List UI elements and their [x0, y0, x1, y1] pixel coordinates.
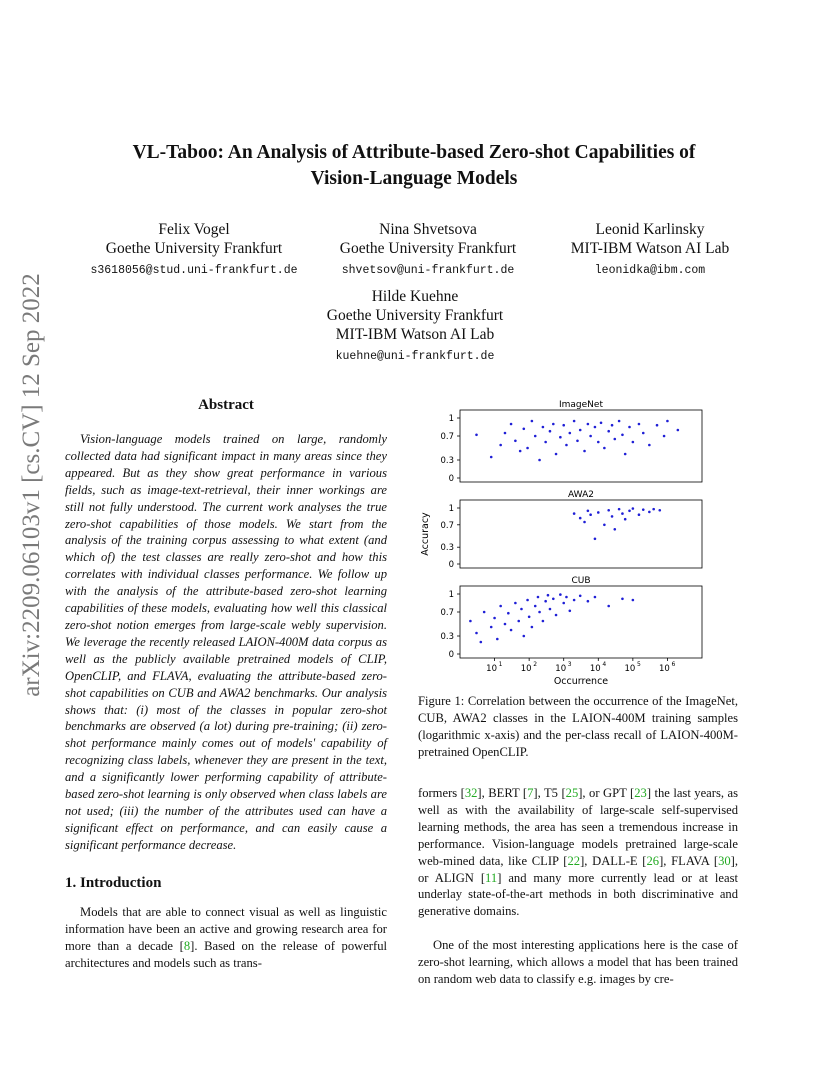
- citation-link[interactable]: 26: [646, 853, 660, 868]
- data-point: [514, 440, 517, 443]
- data-point: [587, 510, 590, 513]
- citation-link[interactable]: 32: [464, 786, 478, 800]
- data-point: [611, 515, 614, 518]
- y-tick-label: 0: [448, 560, 454, 570]
- data-point: [597, 511, 600, 514]
- panel-title: CUB: [571, 576, 591, 586]
- author-name: Felix Vogel: [158, 221, 230, 238]
- data-point: [628, 426, 631, 429]
- data-point: [573, 420, 576, 423]
- data-point: [534, 605, 537, 608]
- data-point: [499, 444, 502, 447]
- data-point: [607, 605, 610, 608]
- author-email: shvetsov@uni-frankfurt.de: [341, 264, 515, 277]
- figure-caption: Figure 1: Correlation between the occurrence of the ImageNet, CUB, AWA2 classes in the LAION-400M training samples (logarithmic x-axis) and the per-class recall of LAION-400M-pretrained OpenCLIP.: [418, 694, 738, 759]
- data-point: [594, 596, 597, 599]
- data-point: [576, 440, 579, 443]
- data-point: [493, 617, 496, 620]
- author-block-3: [540, 220, 760, 280]
- data-point: [565, 596, 568, 599]
- data-point: [589, 513, 592, 516]
- data-point: [555, 453, 558, 456]
- data-point: [480, 641, 483, 644]
- data-point: [483, 611, 486, 614]
- data-point: [607, 430, 610, 433]
- data-point: [583, 450, 586, 453]
- y-tick-label: 1: [448, 590, 454, 600]
- author-block-1: [84, 220, 304, 280]
- data-point: [648, 444, 651, 447]
- x-tick-label: 10: [659, 664, 670, 674]
- figure-1-chart: [412, 396, 712, 686]
- paragraph-text: ] and many more currently lead or at least underlay state-of-the-art methods in both discriminative and generative domains.: [418, 870, 738, 919]
- data-point: [613, 438, 616, 441]
- panel-title: AWA2: [568, 490, 594, 500]
- data-point: [583, 521, 586, 524]
- data-point: [573, 599, 576, 602]
- data-point: [603, 447, 606, 450]
- author-email: s3618056@stud.uni-frankfurt.de: [90, 264, 298, 277]
- right-column-paragraph-2: One of the most interesting applications here is the case of zero-shot learning, which allows a model that has been trained on random web data to classify e.g. images by cre-: [418, 938, 738, 986]
- x-tick-label: 10: [486, 664, 497, 674]
- data-point: [589, 435, 592, 438]
- data-point: [621, 598, 624, 601]
- y-tick-label: 0: [448, 650, 454, 660]
- data-point: [648, 511, 651, 514]
- data-point: [642, 508, 645, 511]
- author-name: Hilde Kuehne: [371, 288, 459, 305]
- data-point: [587, 423, 590, 426]
- paragraph-text: formers [: [418, 786, 465, 800]
- data-point: [526, 599, 529, 602]
- paragraph-text: ], T5 [: [533, 786, 566, 800]
- data-point: [555, 614, 558, 617]
- data-point: [475, 632, 478, 635]
- data-point: [549, 430, 552, 433]
- data-point: [565, 444, 568, 447]
- section-heading-introduction: 1. Introduction: [65, 875, 162, 891]
- data-point: [531, 420, 534, 423]
- paragraph-text: ], or ALIGN [: [418, 853, 738, 885]
- citation-link[interactable]: 22: [567, 853, 581, 868]
- data-point: [538, 459, 541, 462]
- data-point: [658, 509, 661, 512]
- x-tick-exponent: 5: [636, 661, 641, 668]
- data-point: [522, 635, 525, 638]
- x-tick-label: 10: [555, 664, 567, 674]
- data-point: [569, 610, 572, 613]
- author-name: Nina Shvetsova: [379, 221, 477, 238]
- data-point: [504, 623, 507, 626]
- data-point: [499, 605, 502, 608]
- data-point: [628, 510, 631, 513]
- intro-text-b: ]. Based on the release of powerful architectures and models such as trans-: [65, 938, 387, 970]
- data-point: [611, 424, 614, 427]
- data-point: [542, 426, 545, 429]
- author-affiliation-2: MIT-IBM Watson AI Lab: [335, 326, 495, 343]
- data-point: [542, 620, 545, 623]
- data-point: [552, 598, 555, 601]
- citation-link[interactable]: 30: [718, 853, 731, 868]
- data-point: [519, 450, 522, 453]
- data-point: [522, 428, 525, 431]
- author-email: leonidka@ibm.com: [594, 264, 706, 277]
- data-point: [579, 429, 582, 432]
- y-axis-label: Accuracy: [420, 512, 431, 556]
- data-point: [652, 508, 655, 511]
- data-point: [559, 593, 562, 596]
- data-point: [666, 420, 669, 423]
- abstract-text: Vision-language models trained on large, randomly collected data had significant impact in many areas since they appeared. But as they show great performance in various fields, such as image-text-retrieval, their inner workings are still not fully understood. The current work analyses the true zero-shot capabilities of those models. We start from the analysis of the training corpus assessing to what extent (and which of) the test classes are really zero-shot and how this correlates with individual classes performance. We follow up with the analysis of the attribute-based zero-shot learning capabilities of these models, evaluating how well this classical zero-shot notion emerges from large-scale webly supervision. We leverage the recently released LAION-400M data corpus as well as the publicly available pretrained models of CLIP, OpenCLIP, and FLAVA, evaluating the attribute-based zero-shot capabilities on CUB and AWA2 benchmarks. Our analysis shows that: (i) most of the classes in popular zero-shot benchmarks are observed (a lot) during pre-training; (ii) zero-shot performance mainly comes out of models' capability of recognizing class labels, whenever they are present in the text, and a significantly lower performing capability of attribute-based zero-shot learning is only observed when class labels are not used; (iii) the number of the attributes used can have a significant effect on performance, and can easily cause a significant performance decrease.: [65, 432, 387, 852]
- author-email: kuehne@uni-frankfurt.de: [335, 350, 495, 363]
- abstract-heading: Abstract: [198, 397, 254, 413]
- data-point: [618, 420, 621, 423]
- x-tick-exponent: 2: [533, 661, 538, 668]
- data-point: [677, 429, 680, 432]
- author-affiliation: Goethe University Frankfurt: [105, 240, 283, 257]
- data-point: [603, 524, 606, 527]
- y-tick-label: 0.7: [440, 520, 454, 531]
- y-tick-label: 1: [448, 414, 454, 424]
- data-point: [537, 596, 540, 599]
- paragraph-text: ], or GPT [: [578, 786, 635, 800]
- y-tick-label: 0: [448, 474, 454, 484]
- data-point: [573, 512, 576, 515]
- data-point: [656, 424, 659, 427]
- data-point: [638, 423, 641, 426]
- panel-frame: [460, 410, 702, 482]
- data-point: [507, 612, 510, 615]
- author-name: Leonid Karlinsky: [595, 221, 705, 238]
- x-tick-exponent: 3: [567, 661, 572, 668]
- data-point: [510, 629, 513, 632]
- x-axis-label: Occurrence: [553, 676, 609, 686]
- data-point: [552, 423, 555, 426]
- data-point: [538, 611, 541, 614]
- data-point: [549, 608, 552, 611]
- citation-link[interactable]: 11: [485, 870, 498, 885]
- data-point: [517, 620, 520, 623]
- data-point: [579, 517, 582, 520]
- data-point: [490, 626, 493, 629]
- right-column-paragraph-1: [418, 785, 738, 920]
- author-affiliation: Goethe University Frankfurt: [339, 240, 517, 257]
- x-tick-label: 10: [589, 664, 601, 674]
- data-point: [618, 508, 621, 511]
- data-point: [624, 453, 627, 456]
- data-point: [663, 435, 666, 438]
- data-point: [531, 626, 534, 629]
- data-point: [514, 602, 517, 605]
- arxiv-stamp-text: arXiv:2209.06103v1 [cs.CV] 12 Sep 2022: [18, 273, 45, 697]
- data-point: [562, 424, 565, 427]
- data-point: [569, 432, 572, 435]
- data-point: [510, 423, 513, 426]
- data-point: [520, 608, 523, 611]
- data-point: [490, 456, 493, 459]
- data-point: [504, 432, 507, 435]
- citation-link[interactable]: 23: [634, 786, 647, 800]
- data-point: [587, 600, 590, 603]
- data-point: [621, 512, 624, 515]
- data-point: [594, 426, 597, 429]
- data-point: [642, 432, 645, 435]
- panel-frame: [460, 500, 702, 568]
- paper-title: VL-Taboo: An Analysis of Attribute-based Zero-shot Capabilities of Vision-Language Models: [132, 142, 696, 189]
- intro-text-a: Models that are able to connect visual as well as linguistic information have been an active and growing research area for more than a decade [: [65, 905, 387, 953]
- y-tick-label: 0.7: [440, 432, 454, 442]
- y-tick-label: 0.3: [440, 543, 454, 554]
- data-point: [594, 538, 597, 541]
- citation-link[interactable]: 25: [565, 786, 579, 800]
- data-point: [544, 441, 547, 444]
- data-point: [526, 447, 529, 450]
- data-point: [613, 528, 616, 531]
- data-point: [632, 507, 635, 510]
- data-point: [547, 594, 550, 597]
- y-tick-label: 0.3: [440, 632, 454, 642]
- data-point: [534, 435, 537, 438]
- author-affiliation: Goethe University Frankfurt: [326, 307, 504, 324]
- data-point: [579, 595, 582, 598]
- data-point: [632, 441, 635, 444]
- data-point: [597, 441, 600, 444]
- paragraph-text: ] the last years, as well as with the availability of large-scale self-supervised learning methods, the area has seen a tremendous increase in performance. Vision-language models pretrained large-scale web-mined data, like CLIP [: [418, 786, 738, 868]
- citation-link[interactable]: 8: [183, 938, 191, 953]
- author-block-4: [290, 287, 540, 366]
- x-tick-exponent: 4: [602, 661, 607, 668]
- data-point: [528, 616, 531, 619]
- intro-paragraph: [65, 904, 387, 972]
- x-tick-exponent: 6: [671, 661, 676, 668]
- author-block-2: [318, 220, 538, 280]
- paragraph-text: ], DALL-E [: [580, 853, 647, 868]
- panel-title: ImageNet: [559, 400, 603, 410]
- data-point: [624, 518, 627, 521]
- data-point: [469, 620, 472, 623]
- y-tick-label: 0.3: [440, 456, 454, 466]
- data-point: [544, 600, 547, 603]
- data-point: [621, 434, 624, 437]
- data-point: [600, 422, 603, 425]
- author-affiliation: MIT-IBM Watson AI Lab: [570, 240, 730, 257]
- data-point: [607, 509, 610, 512]
- paragraph-text: ], BERT [: [477, 786, 528, 800]
- data-point: [475, 434, 478, 437]
- data-point: [559, 436, 562, 439]
- data-point: [496, 638, 499, 641]
- y-tick-label: 0.7: [440, 608, 454, 618]
- citation-link[interactable]: 7: [527, 786, 534, 800]
- x-tick-exponent: 1: [498, 661, 503, 668]
- y-tick-label: 1: [448, 504, 454, 514]
- data-point: [562, 602, 565, 605]
- arxiv-stamp: [18, 273, 46, 697]
- x-tick-label: 10: [624, 664, 636, 674]
- paragraph-text: ], FLAVA [: [659, 853, 719, 868]
- x-tick-label: 10: [520, 664, 532, 674]
- data-point: [638, 513, 641, 516]
- data-point: [632, 599, 635, 602]
